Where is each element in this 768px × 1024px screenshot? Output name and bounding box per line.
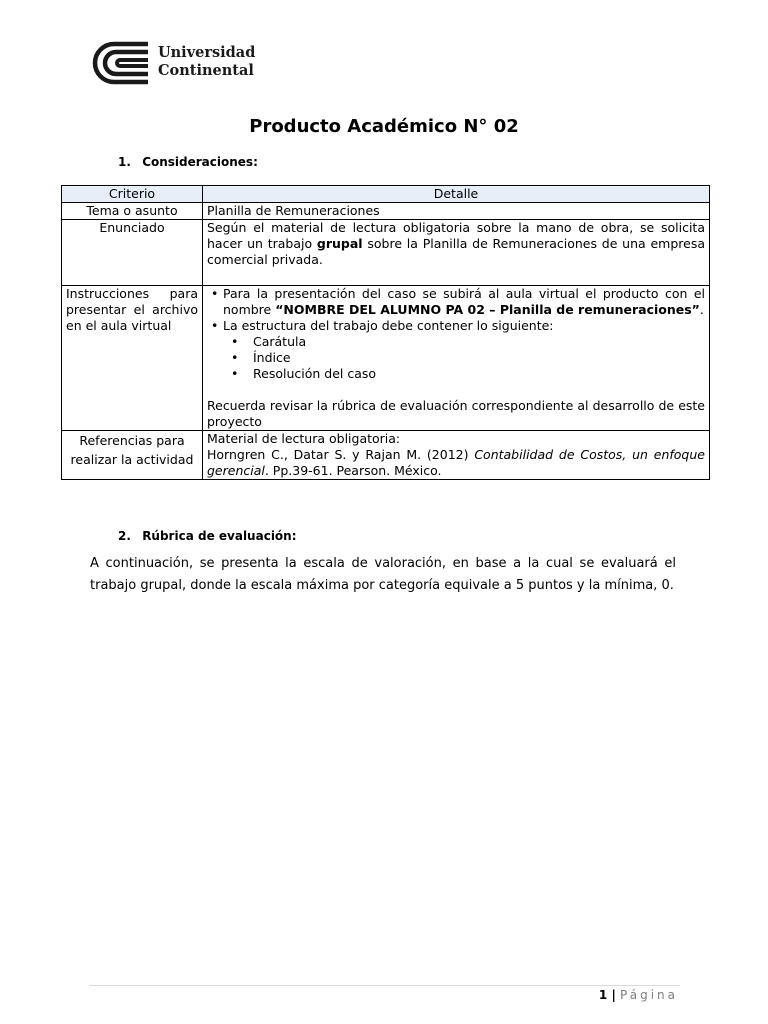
- section-number: 1.: [118, 155, 131, 169]
- enunciado-text-b: sobre la Planilla de Remuneraciones de una empresa comercial privada.: [207, 236, 706, 267]
- criterio-cell: Referencias para realizar la actividad: [62, 431, 203, 480]
- column-header-criterio: Criterio: [62, 186, 203, 203]
- citation-book-title: Contabilidad de Costos, un enfoque gerencial: [207, 447, 705, 478]
- enunciado-bold: grupal: [316, 236, 363, 251]
- detalle-cell: Planilla de Remuneraciones: [203, 203, 710, 220]
- bullet1-text: Para la presentación del caso se subirá al aula virtual el producto con el nombre: [223, 286, 705, 317]
- considerations-table: [61, 185, 710, 480]
- sublist-item: • Índice: [253, 350, 705, 366]
- criterio-cell: Instrucciones para presentar el archivo en el aula virtual: [62, 286, 203, 431]
- references-heading: Material de lectura obligatoria:: [207, 431, 401, 446]
- section-heading-rubric: [118, 529, 297, 543]
- structure-sublist: [223, 334, 705, 382]
- table-row: [62, 203, 710, 220]
- section-label: Rúbrica de evaluación:: [142, 529, 297, 543]
- detalle-cell: [203, 220, 710, 286]
- table-row: [62, 286, 710, 431]
- table-row: [62, 220, 710, 286]
- document-title: Producto Académico N° 02: [249, 116, 519, 137]
- reference-citation: [207, 447, 705, 479]
- section-label: Consideraciones:: [142, 155, 258, 169]
- logo-text: [158, 44, 255, 80]
- detalle-cell: [203, 286, 710, 431]
- rubric-paragraph: A continuación, se presenta la escala de valoración, en base a la cual se evaluará el trabajo grupal, donde la escala máxima por categoría equivale a 5 puntos y la mínima, 0.: [90, 556, 676, 593]
- footer-divider: [90, 985, 680, 986]
- logo-line2: Continental: [158, 62, 254, 79]
- rubric-note: Recuerda revisar la rúbrica de evaluación correspondiente al desarrollo de este proyecto: [207, 398, 705, 429]
- enunciado-text-a: Según el material de lectura obligatoria sobre la mano de obra, se solicita hacer un trabajo: [207, 220, 705, 251]
- citation-authors: Horngren C., Datar S. y Rajan M. (2012): [207, 447, 475, 462]
- logo-line1: Universidad: [158, 44, 256, 61]
- continental-c-logo-icon: [90, 40, 152, 86]
- table-header-row: [62, 186, 710, 203]
- list-item: [223, 318, 705, 382]
- footer-separator: |: [607, 988, 621, 1002]
- section-number: 2.: [118, 529, 131, 543]
- column-header-detalle: Detalle: [203, 186, 710, 203]
- university-logo: [90, 40, 260, 86]
- table-row: [62, 431, 710, 480]
- page-word: Página: [620, 988, 678, 1002]
- list-item: [223, 286, 705, 318]
- detalle-cell: [203, 431, 710, 480]
- section-heading-considerations: [118, 155, 258, 169]
- bullet2-text: La estructura del trabajo debe contener lo siguiente:: [223, 318, 554, 333]
- sublist-item: • Carátula: [253, 334, 705, 350]
- page-number: 1: [598, 988, 608, 1002]
- criterio-cell: Enunciado: [62, 220, 203, 286]
- citation-end: . Pp.39-61. Pearson. México.: [264, 463, 442, 478]
- sublist-item: • Resolución del caso: [253, 366, 705, 382]
- file-name-bold: “NOMBRE DEL ALUMNO PA 02 – Planilla de remuneraciones”: [275, 302, 700, 317]
- page-footer: [599, 988, 678, 1002]
- bullet1-end: .: [699, 302, 704, 317]
- criterio-cell: Tema o asunto: [62, 203, 203, 220]
- instructions-list: [207, 286, 705, 382]
